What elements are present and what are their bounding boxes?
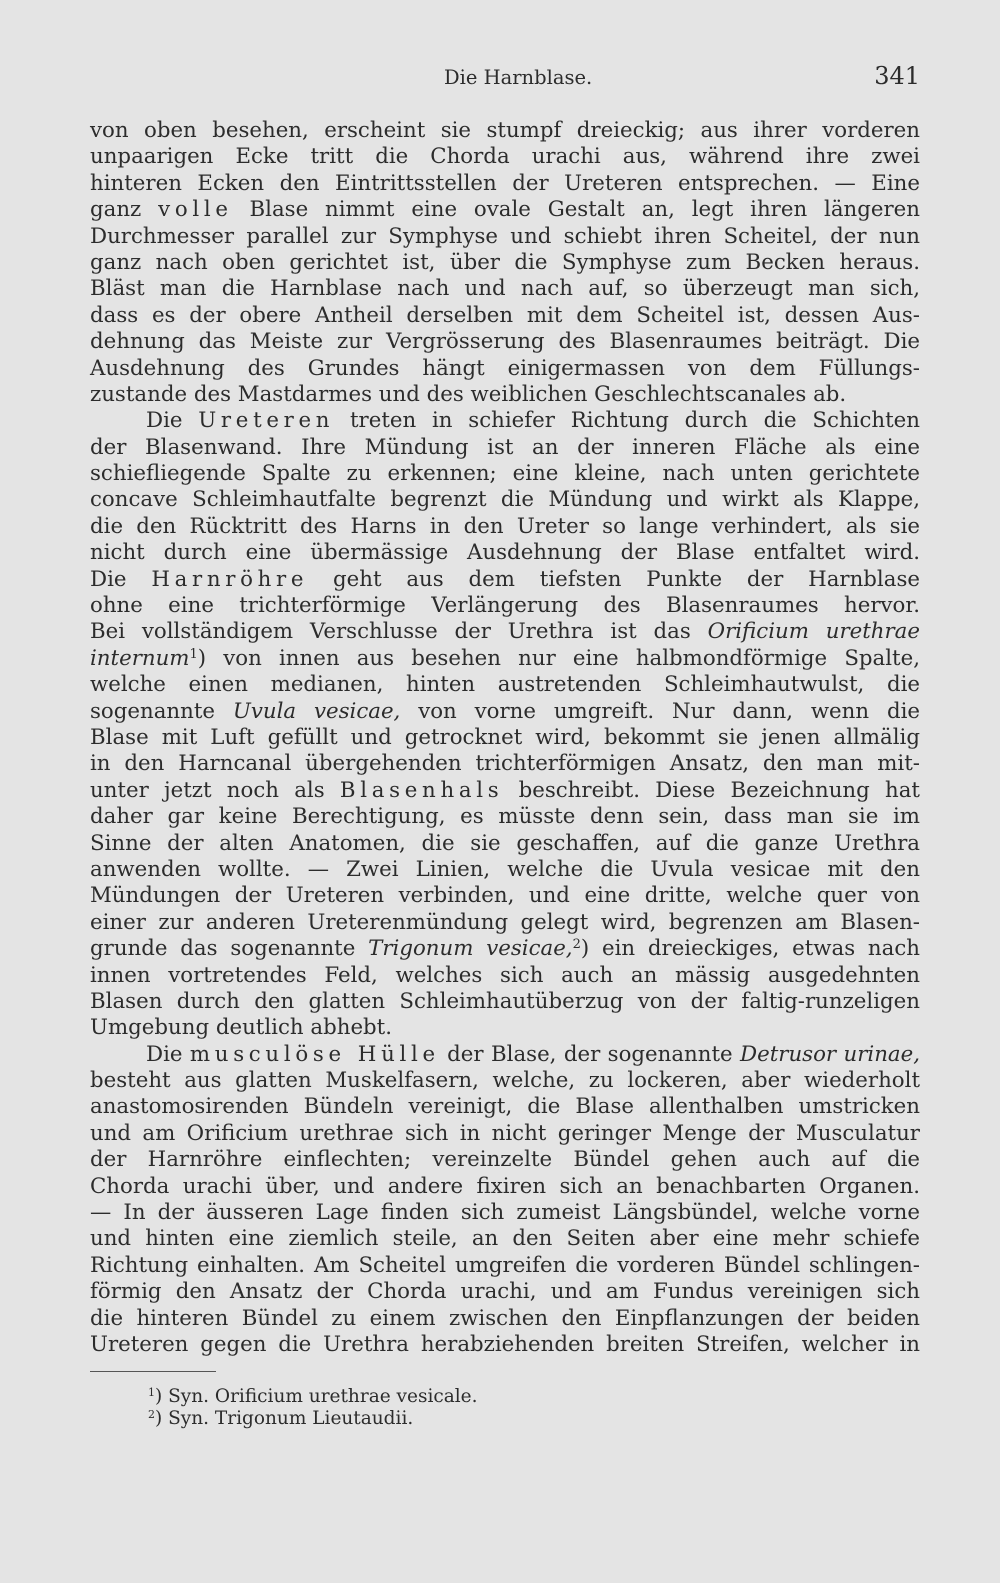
footnote-text: Syn. Orificium urethrae vesicale. (168, 1386, 478, 1407)
body-text (90, 118, 920, 1358)
text-line: die hinteren Bündel zu einem zwischen den Einpflanzungen der beiden (90, 1305, 920, 1331)
spaced-emphasis: Harnröhre (151, 566, 309, 592)
text-line: nicht durch eine übermässige Ausdehnung der Blase entfaltet wird. (90, 540, 920, 566)
text-line: Sinne der alten Anatomen, die sie geschaffen, auf die ganze Urethra (90, 830, 920, 856)
text-line: der Harnröhre einflechten; vereinzelte Bündel gehen auch auf die (90, 1147, 920, 1173)
text-line: unter jetzt noch als Blasenhals beschreibt. Diese Bezeichnung hat (90, 777, 920, 803)
text-line: zustande des Mastdarmes und des weiblichen Geschlechtscanales ab. (90, 381, 847, 407)
text-line: innen vortretendes Feld, welches sich auch an mässig ausgedehnten (90, 962, 920, 988)
text-line: Chorda urachi über, und andere fixiren sich an benachbarten Organen. (90, 1173, 920, 1199)
text-line: Ausdehnung des Grundes hängt einigermassen von dem Füllungs- (90, 355, 920, 381)
footnote: $^1$) Syn. Orificium urethrae vesicale. (148, 1386, 478, 1407)
text-line: schiefliegende Spalte zu erkennen; eine kleine, nach unten gerichtete (90, 461, 920, 487)
text-line: — In der äusseren Lage finden sich zumeist Längsbündel, welche vorne (90, 1200, 920, 1226)
text-line: Blasen durch den glatten Schleimhautüberzug von der faltig-runzeligen (90, 988, 920, 1014)
footnote-text: Syn. Trigonum Lieutaudii. (168, 1408, 414, 1429)
spaced-emphasis: volle (158, 197, 233, 223)
footnote-divider (90, 1371, 216, 1372)
text-line: förmig den Ansatz der Chorda urachi, und am Fundus vereinigen sich (90, 1279, 920, 1305)
text-line: der Blasenwand. Ihre Mündung ist an der inneren Fläche als eine (90, 434, 920, 460)
text-line: von oben besehen, erscheint sie stumpf dreieckig; aus ihrer vorderen (90, 118, 920, 143)
text-line: concave Schleimhautfalte begrenzt die Mündung und wirkt als Klappe, (90, 487, 920, 513)
text-line: die den Rücktritt des Harns in den Ureter so lange verhindert, als sie (90, 513, 920, 539)
page-number: 341 (874, 62, 920, 90)
footnote: $^2$) Syn. Trigonum Lieutaudii. (148, 1408, 414, 1429)
spaced-emphasis: Blasenhals (339, 777, 504, 803)
text-line: Bei vollständigem Verschlusse der Urethra ist das Orificium urethrae (90, 619, 920, 645)
text-line: internum$^1$) von innen aus besehen nur eine halbmondförmige Spalte, (90, 645, 920, 671)
text-line: grunde das sogenannte Trigonum vesicae,$^2$) ein dreieckiges, etwas nach (90, 936, 920, 962)
text-line: dehnung das Meiste zur Vergrösserung des Blasenraumes beiträgt. Die (90, 329, 920, 355)
text-line: Die musculöse Hülle der Blase, der sogenannte Detrusor urinae, (146, 1041, 920, 1067)
footnotes (148, 1386, 478, 1430)
text-line: Blase mit Luft gefüllt und getrocknet wird, bekommt sie jenen allmälig (90, 724, 920, 750)
text-line: unpaarigen Ecke tritt die Chorda urachi aus, während ihre zwei (90, 144, 920, 170)
page-header (90, 62, 920, 96)
spaced-emphasis: musculöse Hülle (189, 1041, 440, 1067)
running-title: Die Harnblase. (444, 66, 593, 89)
text-line: ganz volle Blase nimmt eine ovale Gestalt an, legt ihren längeren (90, 197, 920, 223)
footnote-ref: 1 (189, 646, 198, 662)
text-line: ganz nach oben gerichtet ist, über die Symphyse zum Becken heraus. (90, 249, 920, 275)
text-line: und am Orificium urethrae sich in nicht geringer Menge der Musculatur (90, 1120, 920, 1146)
italic-term: Detrusor urinae, (740, 1041, 920, 1067)
text-line: dass es der obere Antheil derselben mit dem Scheitel ist, dessen Aus- (90, 302, 920, 328)
text-line: Bläst man die Harnblase nach und nach auf, so überzeugt man sich, (90, 276, 920, 302)
text-line: anastomosirenden Bündeln vereinigt, die Blase allenthalben umstricken (90, 1094, 920, 1120)
text-line: Die Ureteren treten in schiefer Richtung durch die Schichten (146, 408, 920, 434)
italic-term: Uvula vesicae, (232, 698, 401, 724)
text-line: Richtung einhalten. Am Scheitel umgreifen die vorderen Bündel schlingen- (90, 1252, 920, 1278)
spaced-emphasis: Ureteren (198, 408, 335, 434)
text-line: Umgebung deutlich abhebt. (90, 1015, 393, 1041)
text-line: anwenden wollte. — Zwei Linien, welche die Uvula vesicae mit den (90, 856, 920, 882)
text-line: ohne eine trichterförmige Verlängerung des Blasenraumes hervor. (90, 593, 920, 619)
text-line: Durchmesser parallel zur Symphyse und schiebt ihren Scheitel, der nun (90, 223, 920, 249)
footnote-ref: 2 (572, 937, 581, 953)
text-line: einer zur anderen Ureterenmündung gelegt wird, begrenzen am Blasen- (90, 909, 920, 935)
text-line: besteht aus glatten Muskelfasern, welche, zu lockeren, aber wiederholt (90, 1068, 920, 1094)
text-line: daher gar keine Berechtigung, es müsste denn sein, dass man sie im (90, 804, 920, 830)
text-line: Ureteren gegen die Urethra herabziehenden breiten Streifen, welcher in (90, 1331, 920, 1357)
text-line: welche einen medianen, hinten austretenden Schleimhautwulst, die (90, 672, 920, 698)
text-line: in den Harncanal übergehenden trichterförmigen Ansatz, den man mit- (90, 751, 920, 777)
italic-term: Orificium urethrae (707, 619, 920, 645)
footnote-mark: 2 (148, 1408, 155, 1421)
footnote-mark: 1 (148, 1386, 155, 1399)
text-line: und hinten eine ziemlich steile, an den Seiten aber eine mehr schiefe (90, 1226, 920, 1252)
text-line: Mündungen der Ureteren verbinden, und eine dritte, welche quer von (90, 883, 920, 909)
italic-term: Trigonum vesicae, (368, 936, 573, 962)
text-line: sogenannte Uvula vesicae, von vorne umgreift. Nur dann, wenn die (90, 698, 920, 724)
italic-term: internum (90, 645, 190, 671)
text-line: Die Harnröhre geht aus dem tiefsten Punkte der Harnblase (90, 566, 920, 592)
text-line: hinteren Ecken den Eintrittsstellen der Ureteren entsprechen. — Eine (90, 170, 920, 196)
